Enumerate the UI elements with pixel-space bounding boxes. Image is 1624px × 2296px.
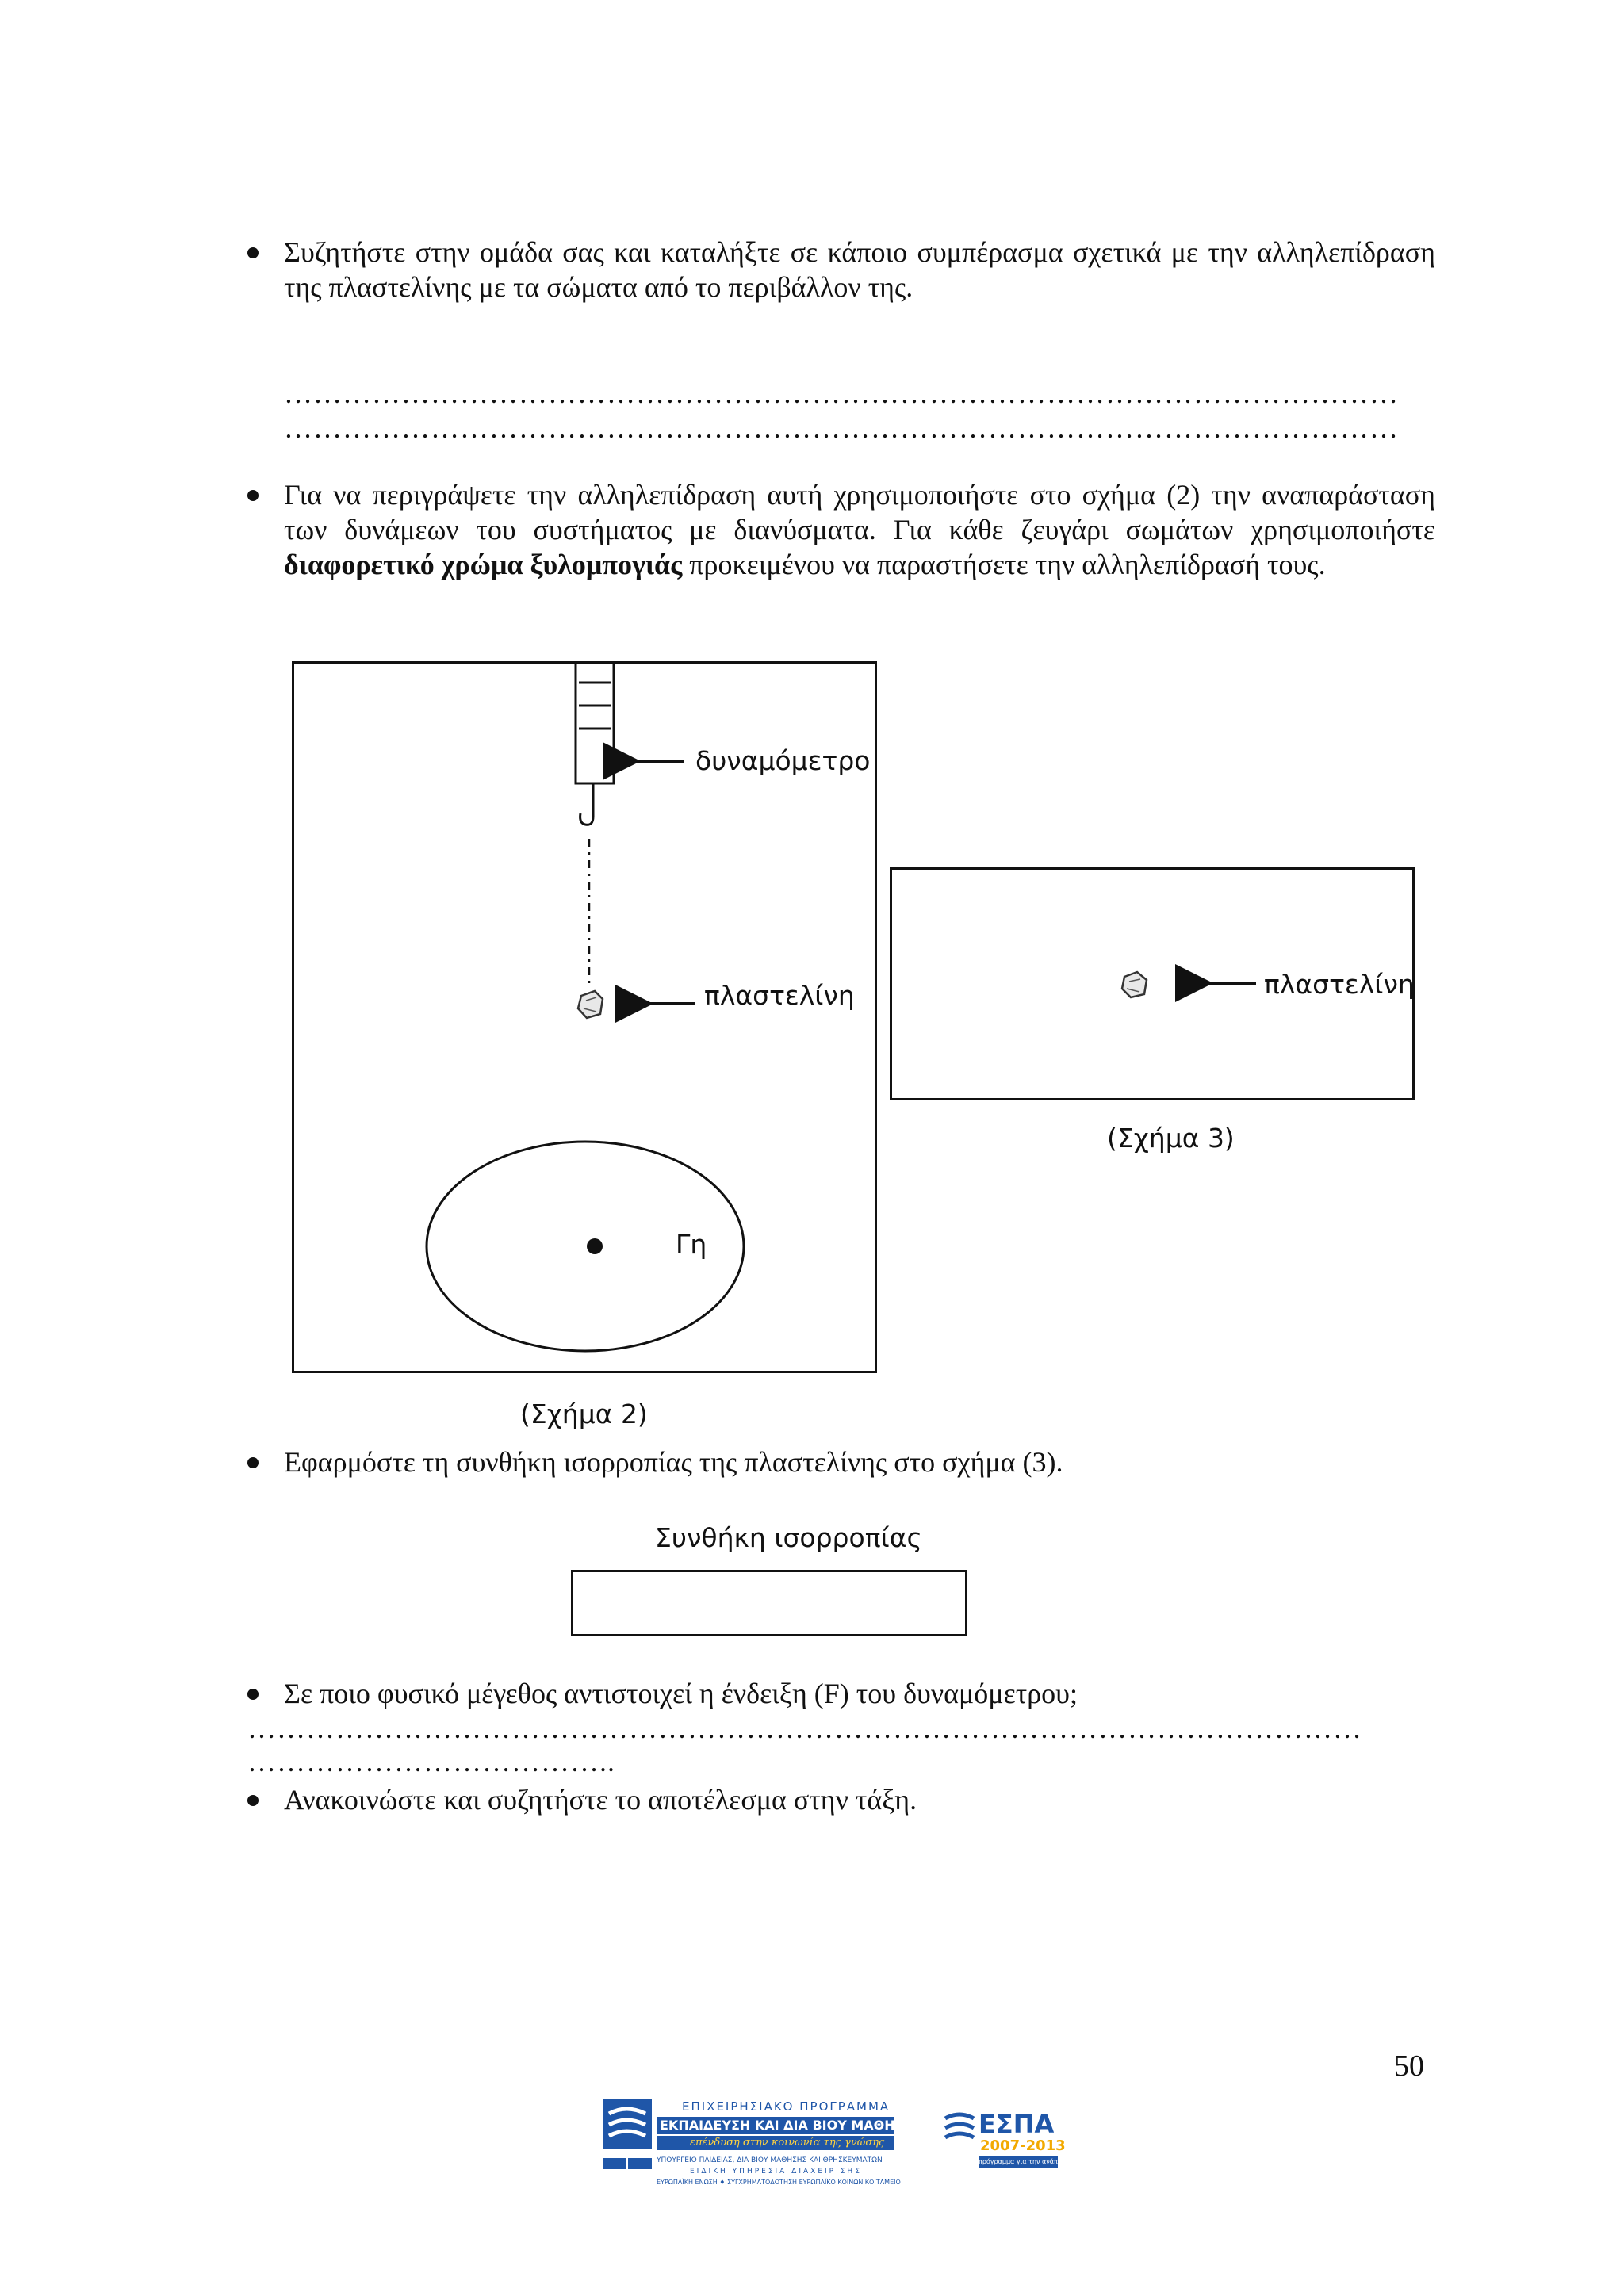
program-line-2: ΕΚΠΑΙΔΕΥΣΗ ΚΑΙ ΔΙΑ ΒΙΟΥ ΜΑΘΗΣΗ: [660, 2118, 914, 2133]
describe-text-bold: διαφορετικό χρώμα ξυλομπογιάς: [284, 549, 683, 580]
answer-line: ………………………………..: [247, 1746, 615, 1777]
program-logo: [603, 2098, 914, 2193]
fund-text: ΕΥΡΩΠΑΪΚΗ ΕΝΩΣΗ ♦ ΣΥΓΧΡΗΜΑΤΟΔΟΤΗΣΗ ΕΥΡΩΠΑΪΚΟ ΚΟΙΝΩΝΙΚΟ ΤΑΜΕΙΟ: [657, 2179, 901, 2186]
program-line-3: επένδυση στην κοινωνία της γνώσης: [690, 2137, 885, 2149]
agency-text: ΕΙΔΙΚΗ ΥΠΗΡΕΣΙΑ ΔΙΑΧΕΙΡΙΣΗΣ: [690, 2168, 862, 2175]
plasticine-icon: [1122, 972, 1147, 997]
dynamometer-icon: [576, 663, 614, 825]
espa-wave-icon: [944, 2110, 975, 2142]
plasticine-label: πλαστελίνη: [704, 980, 855, 1011]
bullet-marker: [247, 1795, 259, 1806]
earth-label: Γη: [676, 1229, 707, 1260]
describe-text-start: Για να περιγράψετε την αλληλεπίδραση αυτή χρησιμοποιήστε στο σχήμα (2) την αναπαράσταση των δυνάμεων του συστήματος με διανύσματα. Για κάθε ζευγάρι σωμάτων χρησιμοποιήστε: [284, 479, 1435, 545]
ministry-text: ΥΠΟΥΡΓΕΙΟ ΠΑΙΔΕΙΑΣ, ΔΙΑ ΒΙΟΥ ΜΑΘΗΣΗΣ ΚΑΙ ΘΡΗΣΚΕΥΜΑΤΩΝ: [657, 2156, 883, 2164]
page-number: 50: [1394, 2049, 1424, 2083]
equilibrium-title: Συνθήκη ισορροπίας: [655, 1522, 922, 1553]
apply-instruction: Εφαρμόστε τη συνθήκη ισορροπίας της πλαστελίνης στο σχήμα (3).: [284, 1446, 1063, 1478]
describe-text-end: προκειμένου να παραστήσετε την αλληλεπίδρασή τους.: [682, 549, 1326, 580]
program-line-1: ΕΠΙΧΕΙΡΗΣΙΑΚΟ ΠΡΟΓΡΑΜΜΑ: [682, 2099, 891, 2114]
espa-title: ΕΣΠΑ: [979, 2109, 1055, 2139]
figure-2-caption: (Σχήμα 2): [520, 1399, 648, 1429]
announce-instruction: Ανακοινώστε και συζητήστε το αποτέλεσμα στην τάξη.: [284, 1784, 917, 1816]
bullet-marker: [247, 1457, 259, 1468]
question-instruction: Σε ποιο φυσικό μέγεθος αντιστοιχεί η ένδειξη (F) του δυναμόμετρου;: [284, 1678, 1078, 1709]
answer-line: ……………………………………………………………………………………………………: [247, 1712, 1362, 1744]
discuss-instruction: Συζητήστε στην ομάδα σας και καταλήξτε σε κάποιο συμπέρασμα σχετικά με την αλληλεπίδραση της πλαστελίνης με τα σώματα από το περιβάλλον της.: [284, 236, 1435, 303]
plasticine-label: πλαστελίνη: [1264, 969, 1415, 1000]
answer-line: ……………………………………………………………………………………………………: [284, 412, 1399, 444]
answer-line: ……………………………………………………………………………………………………: [284, 377, 1399, 409]
earth-center-dot: [587, 1238, 603, 1254]
dynamometer-label: δυναμόμετρο: [695, 745, 871, 776]
equilibrium-answer-box[interactable]: [571, 1570, 967, 1636]
bullet-marker: [247, 1689, 259, 1700]
espa-logo: [944, 2109, 1071, 2172]
plasticine-icon: [578, 991, 603, 1018]
espa-slogan: πρόγραμμα για την ανάπτυξη: [979, 2156, 1058, 2168]
espa-years: 2007-2013: [980, 2137, 1066, 2154]
figure-3-caption: (Σχήμα 3): [1107, 1123, 1235, 1154]
